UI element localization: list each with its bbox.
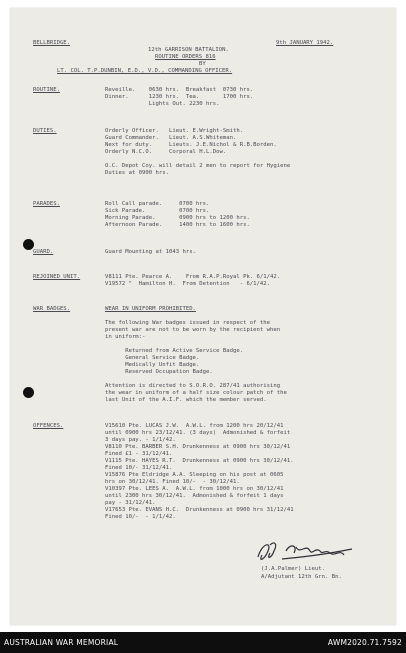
section-line: WEAR IN UNIFORM PROHIBITED. bbox=[105, 306, 196, 312]
section-line: Afternoon Parade. 1400 hrs to 1600 hrs. bbox=[105, 222, 250, 228]
section-line: Fined 10/- 31/12/41. bbox=[105, 465, 173, 471]
section-line: Fined £1 - 31/12/41. bbox=[105, 451, 173, 457]
section-line: Medically Unfit Badge. bbox=[105, 362, 200, 368]
section-line: Orderly Officer. Lieut. E.Wright-Smith. bbox=[105, 128, 244, 134]
footer-credit: AUSTRALIAN WAR MEMORIAL bbox=[4, 638, 119, 647]
section-line: Reserved Occupation Badge. bbox=[105, 369, 213, 375]
section-line: Dinner. 1230 hrs. Tea. 1700 hrs. bbox=[105, 94, 254, 100]
section-line: Duties at 0900 hrs. bbox=[105, 170, 169, 176]
section-heading-guard: GUARD. bbox=[33, 249, 54, 255]
footer-accession-number: AWM2020.71.7592 bbox=[327, 638, 402, 647]
section-line: O.C. Depot Coy. will detail 2 men to report for Hygiene bbox=[105, 163, 291, 169]
section-line: Guard Commander. Lieut. A.S.Whiteman. bbox=[105, 135, 237, 141]
section-line: Roll Call parade. 0700 hrs. bbox=[105, 201, 210, 207]
header-orders-no: ROUTINE ORDERS 816 bbox=[155, 54, 216, 60]
signature-role: A/Adjutant 12th Grn. Bn. bbox=[261, 574, 342, 580]
section-line: Reveille. 0630 hrs. Breakfast 0730 hrs. bbox=[105, 87, 254, 93]
header-ref: BELLBRIDGE. bbox=[33, 40, 71, 46]
section-line: pay - 31/12/41. bbox=[105, 500, 156, 506]
section-heading-duties: DUTIES. bbox=[33, 128, 57, 134]
section-line: Morning Parade. 0900 hrs to 1200 hrs. bbox=[105, 215, 250, 221]
section-line: Lights Out. 2230 hrs. bbox=[105, 101, 220, 107]
section-line: V10397 Pte. LEES A. A.W.L. from 1000 hrs on 30/12/41 bbox=[105, 486, 284, 492]
signature-name: (J.A.Palmer) Lieut. bbox=[261, 566, 325, 572]
section-line: 3 days pay. - 1/1/42. bbox=[105, 437, 176, 443]
section-line: V15876 Pte Eldridge A.A. Sleeping on his post at 0605 bbox=[105, 472, 284, 478]
section-line: Sick Parade. 0700 hrs. bbox=[105, 208, 210, 214]
section-line: until 0900 hrs 23/12/41. (3 days) Admonished & forfeit bbox=[105, 430, 291, 436]
section-heading-routine: ROUTINE. bbox=[33, 87, 60, 93]
section-line: Attention is directed to S.O.R.O. 287/41 authorising bbox=[105, 383, 281, 389]
section-line: V1115 Pte. HAYES R.T. Drunkenness at 0900 hrs 30/12/41. bbox=[105, 458, 294, 464]
section-line: V8111 Pte. Pearce A. From R.A.P.Royal Pk. 6/1/42. bbox=[105, 274, 281, 280]
section-line: last Unit of the A.I.F. which the member served. bbox=[105, 397, 267, 403]
section-line: General Service Badge. bbox=[105, 355, 200, 361]
header-date: 9th JANUARY 1942. bbox=[276, 40, 334, 46]
section-line: Guard Mounting at 1043 hrs. bbox=[105, 249, 196, 255]
handwritten-signature bbox=[252, 537, 362, 567]
section-line: present war are not to be worn by the recipient when bbox=[105, 327, 281, 333]
punch-hole-bottom bbox=[23, 387, 34, 398]
section-heading-offences: OFFENCES. bbox=[33, 423, 64, 429]
section-line: V17653 Pte. EVANS H.C. Drunkenness at 0900 hrs 31/12/41 bbox=[105, 507, 294, 513]
section-line: until 2300 hrs 30/12/41. Admonished & forfeit 1 days bbox=[105, 493, 284, 499]
section-heading-rejoined: REJOINED UNIT. bbox=[33, 274, 81, 280]
section-line: V8110 Pte. BARBER S.H. Drunkenness at 0900 hrs 30/12/41 bbox=[105, 444, 291, 450]
section-heading-parades: PARADES. bbox=[33, 201, 60, 207]
section-line: Orderly N.C.O. Corporal H.L.Dow. bbox=[105, 149, 227, 155]
section-heading-war-badges: WAR BADGES. bbox=[33, 306, 71, 312]
header-by: BY bbox=[199, 61, 206, 67]
header-commander: LT. COL. T.P.DUNBIN, E.D., V.D., COMMANDING OFFICER. bbox=[57, 68, 233, 74]
section-line: Returned from Active Service Badge. bbox=[105, 348, 244, 354]
footer-bar bbox=[0, 632, 406, 653]
section-line: in uniform:- bbox=[105, 334, 146, 340]
section-line: The following War badges issued in respect of the bbox=[105, 320, 271, 326]
header-battalion: 12th GARRISON BATTALION. bbox=[148, 47, 229, 53]
section-line: Next for duty. Lieuts. J.E.Nichol & R.B.Borden. bbox=[105, 142, 277, 148]
section-line: V19572 " Hamilton H. From Detention - 6/1/42. bbox=[105, 281, 271, 287]
section-line: V15610 Pte. LUCAS J.W. A.W.L. from 1200 hrs 20/12/41 bbox=[105, 423, 284, 429]
section-line: Fined 10/- - 1/1/42. bbox=[105, 514, 176, 520]
section-line: hrs on 30/12/41. Fined 10/- - 30/12/41. bbox=[105, 479, 240, 485]
section-line: the wear in uniform of a half size colour patch of the bbox=[105, 390, 287, 396]
